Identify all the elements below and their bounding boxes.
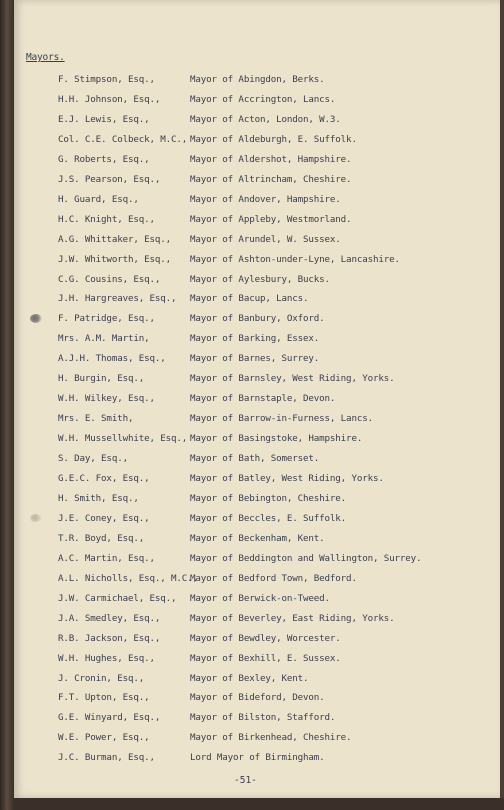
mayor-name: F. Stimpson, Esq., — [58, 74, 155, 85]
list-item — [14, 351, 500, 367]
mayor-office: Mayor of Appleby, Westmorland. — [190, 213, 352, 225]
mayor-office: Mayor of Abingdon, Berks. — [190, 74, 325, 85]
mayor-office: Mayor of Bewdley, Worcester. — [190, 632, 341, 644]
mayor-office: Mayor of Bexhill, E. Sussex. — [190, 652, 341, 664]
mayor-office: Mayor of Bacup, Lancs. — [190, 293, 309, 305]
list-item — [14, 172, 500, 188]
mayor-name: W.H. Wilkey, Esq., — [58, 393, 155, 405]
list-item — [14, 750, 500, 766]
mayor-office: Mayor of Barnes, Surrey. — [190, 353, 320, 365]
mayor-name: J.S. Pearson, Esq., — [58, 173, 161, 185]
mayor-name: W.H. Mussellwhite, Esq., — [58, 433, 188, 445]
mayor-office: Mayor of Bideford, Devon. — [190, 692, 325, 704]
mayor-name: H. Burgin, Esq., — [58, 373, 145, 385]
mayor-name: Mrs. E. Smith, — [58, 413, 134, 425]
mayor-office: Mayor of Ashton-under-Lyne, Lancashire. — [190, 253, 400, 265]
list-item — [14, 272, 500, 288]
mayor-name: F. Patridge, Esq., — [58, 313, 155, 325]
mayor-name: Col. C.E. Colbeck, M.C., — [58, 133, 188, 145]
list-item — [14, 451, 500, 467]
mayor-name: C.G. Cousins, Esq., — [58, 273, 161, 285]
mayor-name: J.E. Coney, Esq., — [58, 512, 150, 524]
mayor-name: H. Guard, Esq., — [58, 193, 139, 205]
mayor-office: Mayor of Bedford Town, Bedford. — [190, 572, 357, 584]
list-item — [14, 710, 500, 726]
mayor-office: Mayor of Beccles, E. Suffolk. — [190, 512, 347, 524]
mayor-name: J.A. Smedley, Esq., — [58, 612, 161, 624]
mayor-office: Mayor of Andover, Hampshire. — [190, 193, 341, 205]
book-binding — [0, 0, 14, 810]
mayor-office: Mayor of Bebington, Cheshire. — [190, 492, 347, 504]
mayor-office: Mayor of Aldeburgh, E. Suffolk. — [190, 133, 357, 145]
list-item — [14, 531, 500, 547]
mayor-name: J.C. Burman, Esq., — [58, 752, 155, 764]
list-item — [14, 391, 500, 407]
list-item — [14, 671, 500, 687]
mayor-name: S. Day, Esq., — [58, 453, 128, 465]
list-item — [14, 331, 500, 347]
mayor-name: J.W. Whitworth, Esq., — [58, 253, 172, 265]
mayor-name: E.J. Lewis, Esq., — [58, 113, 150, 125]
mayor-office: Mayor of Aldershot, Hampshire. — [190, 153, 352, 165]
list-item — [14, 212, 500, 228]
mayor-name: R.B. Jackson, Esq., — [58, 632, 161, 644]
mayor-office: Mayor of Banbury, Oxford. — [190, 313, 325, 325]
ink-mark — [30, 314, 42, 323]
mayor-office: Mayor of Bath, Somerset. — [190, 453, 320, 465]
mayor-name: A.C. Martin, Esq., — [58, 552, 155, 564]
list-item — [14, 551, 500, 567]
page-bottom-edge — [14, 798, 504, 810]
mayor-name: T.R. Boyd, Esq., — [58, 532, 145, 544]
mayor-office: Lord Mayor of Birmingham. — [190, 752, 325, 764]
list-item — [14, 491, 500, 507]
list-item — [14, 72, 500, 88]
mayor-office: Mayor of Basingstoke, Hampshire. — [190, 433, 363, 445]
mayor-office: Mayor of Bexley, Kent. — [190, 672, 309, 684]
list-item — [14, 471, 500, 487]
mayor-name: F.T. Upton, Esq., — [58, 692, 150, 704]
mayor-office: Mayor of Barking, Essex. — [190, 333, 320, 345]
list-item — [14, 411, 500, 427]
mayor-name: J. Cronin, Esq., — [58, 672, 145, 684]
list-item — [14, 431, 500, 447]
list-item — [14, 192, 500, 208]
mayor-name: H.C. Knight, Esq., — [58, 213, 155, 225]
list-item — [14, 631, 500, 647]
list-item — [14, 92, 500, 108]
mayor-name: J.W. Carmichael, Esq., — [58, 592, 177, 604]
mayor-office: Mayor of Aylesbury, Bucks. — [190, 273, 330, 285]
list-item — [14, 571, 500, 587]
list-item — [14, 291, 500, 307]
section-heading: Mayors. — [26, 52, 65, 63]
mayor-office: Mayor of Barnsley, West Riding, Yorks. — [190, 373, 395, 385]
mayor-office: Mayor of Beddington and Wallington, Surrey. — [190, 552, 422, 564]
mayor-office: Mayor of Batley, West Riding, Yorks. — [190, 473, 384, 484]
list-item — [14, 651, 500, 667]
list-item — [14, 730, 500, 746]
list-item — [14, 511, 500, 527]
list-item — [14, 591, 500, 607]
list-item — [14, 371, 500, 387]
mayor-name: W.E. Power, Esq., — [58, 732, 150, 744]
list-item — [14, 132, 500, 148]
mayor-name: Mrs. A.M. Martin, — [58, 333, 150, 345]
list-item — [14, 611, 500, 627]
mayor-office: Mayor of Arundel, W. Sussex. — [190, 233, 341, 245]
document-page — [14, 0, 500, 798]
mayor-name: G.E. Winyard, Esq., — [58, 712, 161, 724]
mayor-name: A.J.H. Thomas, Esq., — [58, 353, 166, 365]
ink-mark — [30, 514, 41, 522]
mayor-office: Mayor of Bilston, Stafford. — [190, 712, 336, 724]
mayor-name: G. Roberts, Esq., — [58, 153, 150, 165]
mayor-office: Mayor of Berwick-on-Tweed. — [190, 592, 330, 604]
list-item — [14, 690, 500, 706]
mayor-name: A.L. Nicholls, Esq., M.C., — [58, 572, 198, 584]
list-item — [14, 112, 500, 128]
mayor-office: Mayor of Barnstaple, Devon. — [190, 393, 336, 405]
mayor-office: Mayor of Barrow-in-Furness, Lancs. — [190, 413, 373, 425]
mayor-name: J.H. Hargreaves, Esq., — [58, 293, 177, 305]
mayor-office: Mayor of Birkenhead, Cheshire. — [190, 732, 352, 744]
mayor-office: Mayor of Beckenham, Kent. — [190, 532, 325, 544]
list-item — [14, 311, 500, 327]
list-item — [14, 232, 500, 248]
list-item — [14, 152, 500, 168]
mayor-name: H.H. Johnson, Esq., — [58, 93, 161, 105]
mayor-office: Mayor of Acton, London, W.3. — [190, 113, 341, 125]
mayor-name: H. Smith, Esq., — [58, 492, 139, 504]
mayor-name: W.H. Hughes, Esq., — [58, 652, 155, 664]
mayor-office: Mayor of Accrington, Lancs. — [190, 93, 336, 105]
list-item — [14, 252, 500, 268]
mayor-name: G.E.C. Fox, Esq., — [58, 473, 150, 484]
page-number: -51- — [234, 775, 257, 786]
mayor-name: A.G. Whittaker, Esq., — [58, 233, 172, 245]
mayor-office: Mayor of Beverley, East Riding, Yorks. — [190, 612, 395, 624]
mayor-office: Mayor of Altrincham, Cheshire. — [190, 173, 352, 185]
